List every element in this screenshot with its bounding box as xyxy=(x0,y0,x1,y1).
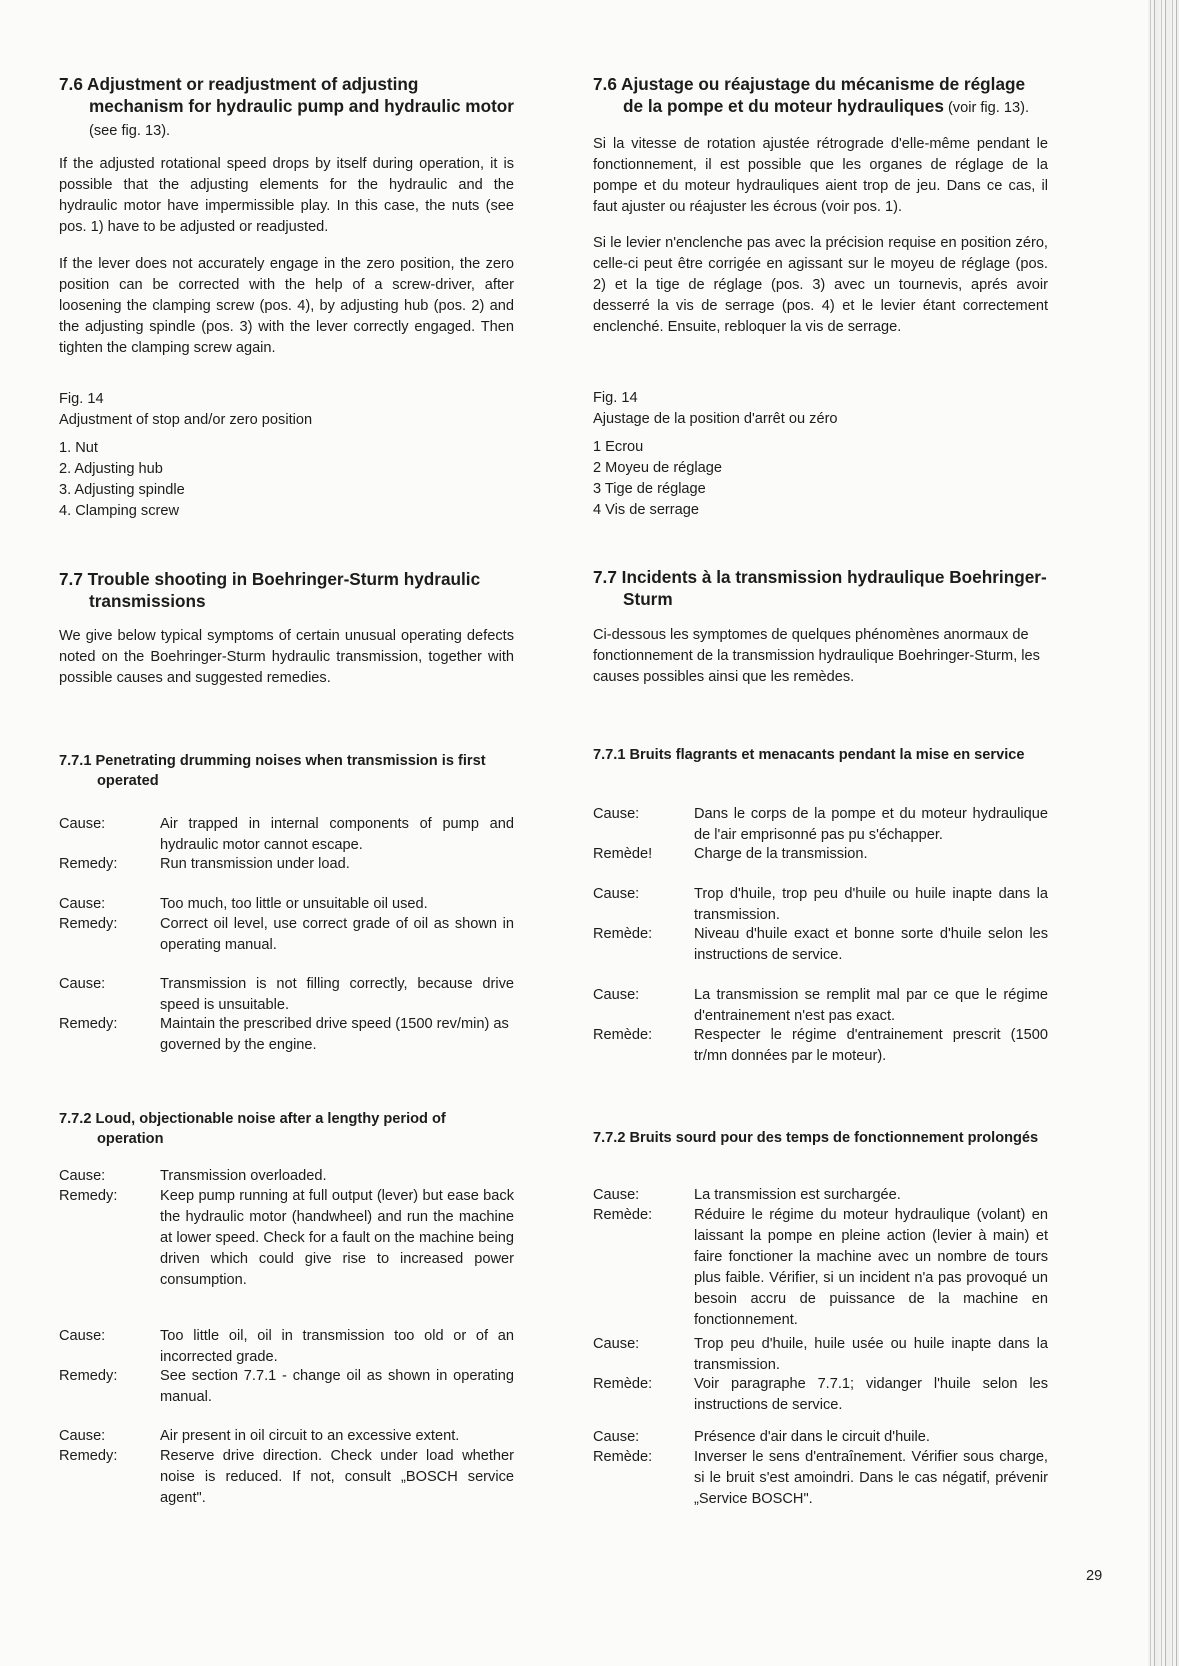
cause-remedy-row-fr xyxy=(593,1374,1048,1416)
row-label: Remedy: xyxy=(59,1016,118,1032)
cause-remedy-row xyxy=(59,1186,514,1291)
section-7-6-title-fr: 7.6 Ajustage ou réajustage du mécanisme de réglage de la pompe et du moteur hydrauliques xyxy=(593,74,1026,116)
row-label: Cause: xyxy=(59,976,106,992)
row-text: Voir paragraphe 7.7.1; vidanger l'huile selon les instructions de service. xyxy=(694,1376,1048,1413)
row-text: La transmission se remplit mal par ce que le régime d'entrainement n'est pas exact. xyxy=(694,987,1048,1024)
cause-remedy-row xyxy=(59,1166,514,1187)
figure-item-fr: 2 Moyeu de réglage xyxy=(593,460,722,476)
figure-caption-fr: Ajustage de la position d'arrêt ou zéro xyxy=(593,411,838,427)
row-text: Too much, too little or unsuitable oil used. xyxy=(160,896,428,912)
row-text: Keep pump running at full output (lever) but ease back the hydraulic motor (handwheel) and run the machine at lower speed. Check for a fault on the machine being driven which could give rise to increased power consumption. xyxy=(160,1188,514,1288)
section-7-6-paragraph-1: If the adjusted rotational speed drops by itself during operation, it is possible that the adjusting elements for the hydraulic and the hydraulic motor have impermissible play. In this case, the nuts (see pos. 1) have to be adjusted or readjusted. xyxy=(59,156,514,235)
row-text: Réduire le régime du moteur hydraulique (volant) en laissant la pompe en pleine action (levier à main) et faire fonctioner la machine avec un nombre de tours plus faible. Vérifier, si un incident n'a pas provoqué un besoin accru de puissance de la machine en fonctionnement. xyxy=(694,1207,1048,1328)
row-label: Cause: xyxy=(593,1336,640,1352)
row-text: Transmission is not filling correctly, because drive speed is unsuitable. xyxy=(160,976,514,1013)
figure-label-fr: Fig. 14 xyxy=(593,390,638,406)
section-7-7-1-title: 7.7.1 Penetrating drumming noises when transmission is first operated xyxy=(59,753,486,789)
row-label: Cause: xyxy=(59,816,106,832)
figure-item: 2. Adjusting hub xyxy=(59,461,163,477)
cause-remedy-row-fr xyxy=(593,884,1048,926)
row-text: Niveau d'huile exact et bonne sorte d'huile selon les instructions de service. xyxy=(694,926,1048,963)
section-7-6-heading-fr xyxy=(593,74,1048,119)
row-label: Remède! xyxy=(593,846,653,862)
row-text: Charge de la transmission. xyxy=(694,846,868,862)
section-7-7-2-title-fr: 7.7.2 Bruits sourd pour des temps de fonctionnement prolongés xyxy=(593,1130,1039,1146)
cause-remedy-row xyxy=(59,1326,514,1368)
figure-item-fr: 1 Ecrou xyxy=(593,439,644,455)
row-text: Respecter le régime d'entrainement prescrit (1500 tr/mn données par le moteur). xyxy=(694,1027,1048,1064)
figure-label: Fig. 14 xyxy=(59,391,104,407)
section-7-6-paragraph-1-fr: Si la vitesse de rotation ajustée rétrograde d'elle-même pendant le fonctionnement, il est possible que les organes de réglage de la pompe et du moteur hydrauliques aient trop de jeu. Dans ce cas, il faut ajuster ou réajuster les écrous (voir pos. 1). xyxy=(593,136,1048,215)
row-text: Too little oil, oil in transmission too old or of an incorrected grade. xyxy=(160,1328,514,1365)
figure-item: 4. Clamping screw xyxy=(59,503,180,519)
figure-item: 3. Adjusting spindle xyxy=(59,482,185,498)
cause-remedy-row xyxy=(59,974,514,1016)
cause-remedy-row-fr xyxy=(593,1427,1048,1448)
binding-edge xyxy=(1148,0,1179,1666)
row-label: Remède: xyxy=(593,1449,653,1465)
row-text: Trop d'huile, trop peu d'huile ou huile inapte dans la transmission. xyxy=(694,886,1048,923)
section-7-7-title: 7.7 Trouble shooting in Boehringer-Sturm hydraulic transmissions xyxy=(59,569,481,611)
cause-remedy-row-fr xyxy=(593,1205,1048,1331)
row-text: Run transmission under load. xyxy=(160,856,350,872)
figure-legend xyxy=(59,389,514,522)
section-7-6-title-ref-fr: (voir fig. 13). xyxy=(943,99,1030,116)
cause-remedy-row xyxy=(59,1366,514,1408)
row-label: Cause: xyxy=(593,1187,640,1203)
row-text: Maintain the prescribed drive speed (1500 rev/min) as governed by the engine. xyxy=(160,1016,509,1053)
row-text: Trop peu d'huile, huile usée ou huile inapte dans la transmission. xyxy=(694,1336,1048,1373)
row-label: Remède: xyxy=(593,1207,653,1223)
cause-remedy-row xyxy=(59,894,514,915)
section-7-6-heading xyxy=(59,74,514,143)
row-label: Remède: xyxy=(593,1027,653,1043)
row-text: Air trapped in internal components of pump and hydraulic motor cannot escape. xyxy=(160,816,514,853)
figure-item-fr: 3 Tige de réglage xyxy=(593,481,706,497)
cause-remedy-row xyxy=(59,814,514,856)
row-text: Reserve drive direction. Check under load whether noise is reduced. If not, consult „BOSCH service agent". xyxy=(160,1448,514,1506)
page-number: 29 xyxy=(1086,1568,1103,1584)
cause-remedy-row xyxy=(59,1446,514,1509)
row-label: Cause: xyxy=(593,806,640,822)
row-label: Remedy: xyxy=(59,916,118,932)
row-text: Inverser le sens d'entraînement. Vérifier sous charge, si le bruit s'est amoindri. Dans le cas négatif, prévenir „Service BOSCH". xyxy=(694,1449,1048,1507)
cause-remedy-row-fr xyxy=(593,985,1048,1027)
row-label: Remedy: xyxy=(59,1368,118,1384)
cause-remedy-row xyxy=(59,1014,514,1056)
section-7-6-title-ref: (see fig. 13). xyxy=(89,123,171,139)
cause-remedy-row-fr xyxy=(593,844,1048,865)
row-text: Correct oil level, use correct grade of oil as shown in operating manual. xyxy=(160,916,514,953)
row-text: Présence d'air dans le circuit d'huile. xyxy=(694,1429,930,1445)
section-7-6-paragraph-2: If the lever does not accurately engage in the zero position, the zero position can be corrected with the help of a screw-driver, after loosening the clamping screw (pos. 4), by adjusting hub (pos. 2) and the adjusting spindle (pos. 3) with the lever correctly engaged. Then tighten the clamping screw again. xyxy=(59,256,514,356)
figure-item-fr: 4 Vis de serrage xyxy=(593,502,700,518)
row-label: Remedy: xyxy=(59,1188,118,1204)
row-label: Remedy: xyxy=(59,856,118,872)
row-label: Cause: xyxy=(59,896,106,912)
cause-remedy-row-fr xyxy=(593,1025,1048,1067)
cause-remedy-row xyxy=(59,914,514,956)
figure-legend-fr xyxy=(593,388,1048,521)
figure-item: 1. Nut xyxy=(59,440,98,456)
cause-remedy-row xyxy=(59,854,514,875)
row-text: Transmission overloaded. xyxy=(160,1168,327,1184)
section-7-7-1-title-fr: 7.7.1 Bruits flagrants et menacants pendant la mise en service xyxy=(593,747,1025,763)
figure-caption: Adjustment of stop and/or zero position xyxy=(59,412,313,428)
row-label: Remedy: xyxy=(59,1448,118,1464)
section-7-6-title: 7.6 Adjustment or readjustment of adjusting mechanism for hydraulic pump and hydraulic motor xyxy=(59,74,514,116)
row-text: La transmission est surchargée. xyxy=(694,1187,901,1203)
cause-remedy-row-fr xyxy=(593,1334,1048,1376)
section-7-7-paragraph: We give below typical symptoms of certain unusual operating defects noted on the Boehringer-Sturm hydraulic transmission, together with possible causes and suggested remedies. xyxy=(59,628,514,686)
row-label: Cause: xyxy=(59,1328,106,1344)
row-label: Cause: xyxy=(59,1168,106,1184)
row-text: See section 7.7.1 - change oil as shown in operating manual. xyxy=(160,1368,514,1405)
row-label: Cause: xyxy=(593,987,640,1003)
cause-remedy-row-fr xyxy=(593,804,1048,846)
row-text: Air present in oil circuit to an excessive extent. xyxy=(160,1428,460,1444)
section-7-7-paragraph-fr: Ci-dessous les symptomes de quelques phénomènes anormaux de fonctionnement de la transmission hydraulique Boehringer-Sturm, les causes possibles ainsi que les remèdes. xyxy=(593,627,1040,685)
row-label: Cause: xyxy=(593,886,640,902)
cause-remedy-row-fr xyxy=(593,924,1048,966)
cause-remedy-row-fr xyxy=(593,1185,1048,1206)
row-label: Remède: xyxy=(593,926,653,942)
row-label: Remède: xyxy=(593,1376,653,1392)
cause-remedy-row xyxy=(59,1426,514,1447)
cause-remedy-row-fr xyxy=(593,1447,1048,1510)
row-label: Cause: xyxy=(59,1428,106,1444)
section-7-7-title-fr: 7.7 Incidents à la transmission hydraulique Boehringer-Sturm xyxy=(593,567,1047,609)
row-text: Dans le corps de la pompe et du moteur hydraulique de l'air emprisonné pas pu s'échapper. xyxy=(694,806,1048,843)
section-7-6-paragraph-2-fr: Si le levier n'enclenche pas avec la précision requise en position zéro, celle-ci peut être corrigée en agissant sur le moyeu de réglage (pos. 2) et la tige de réglage (pos. 3) avec un tournevis, aprés avoir desserré la vis de serrage (pos. 4) et le levier étant correctement enclenché. Ensuite, rebloquer la vis de serrage. xyxy=(593,235,1048,335)
section-7-7-2-title: 7.7.2 Loud, objectionable noise after a lengthy period of operation xyxy=(59,1111,446,1147)
row-label: Cause: xyxy=(593,1429,640,1445)
